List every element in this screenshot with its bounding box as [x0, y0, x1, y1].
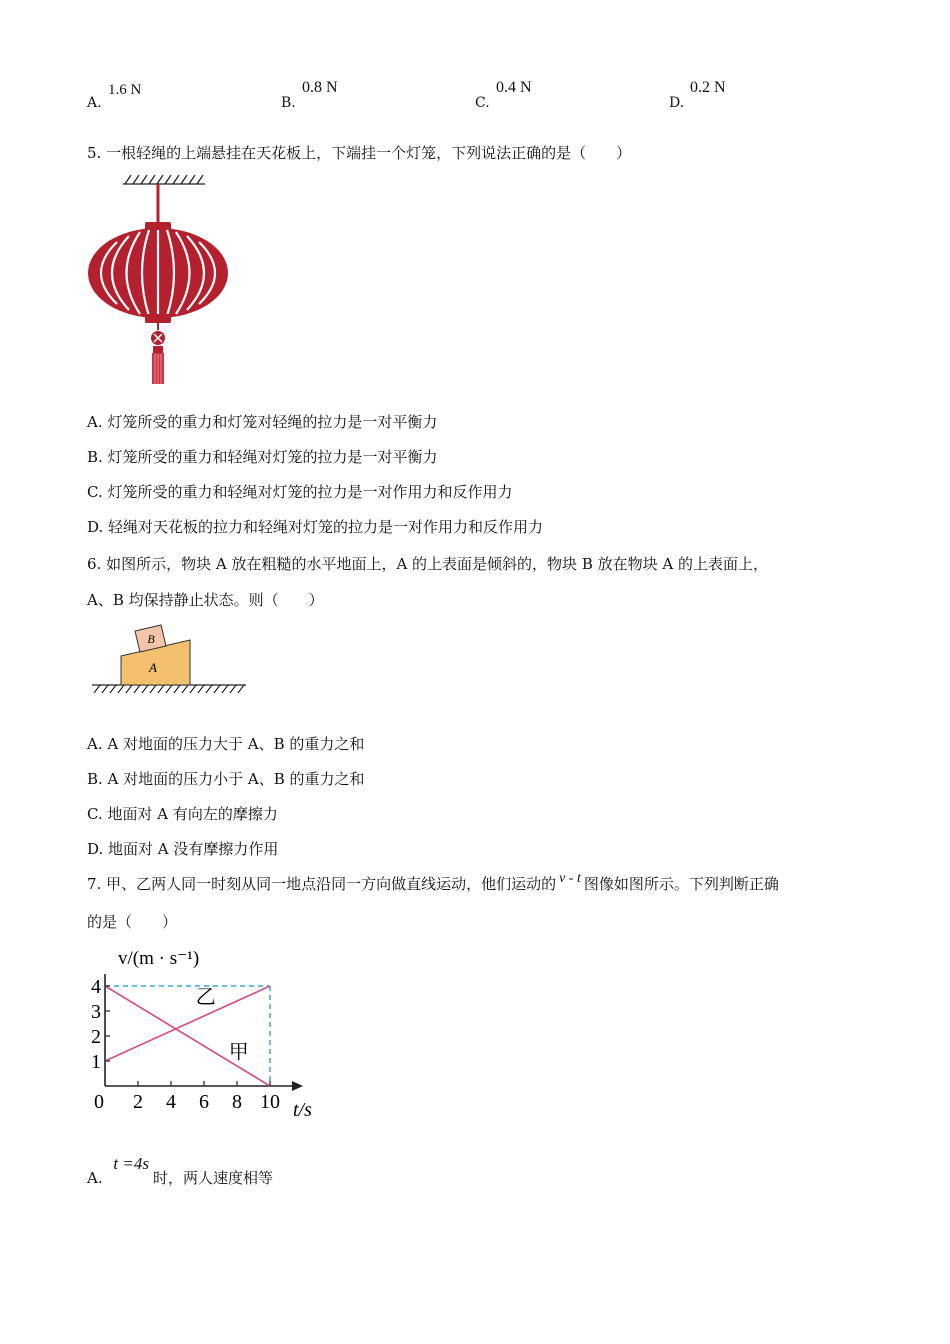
- q6-option-d: D. 地面对 A 没有摩擦力作用: [87, 840, 279, 858]
- q4-option-a-label: A.: [87, 95, 102, 111]
- q4-option-b-value: 0.8 N: [302, 79, 338, 96]
- q5-stem: 5. 一根轻绳的上端悬挂在天花板上，下端挂一个灯笼，下列说法正确的是（ ）: [87, 144, 632, 162]
- q7-option-a-text: 时，两人速度相等: [152, 1169, 273, 1187]
- q7-stem-line2: 的是（ ）: [87, 913, 178, 931]
- ground-hatch: [92, 685, 246, 693]
- q5-option-d: D. 轻绳对天花板的拉力和轻绳对灯笼的拉力是一对作用力和反作用力: [87, 518, 544, 536]
- ceiling-hatch: [123, 175, 205, 184]
- q4-option-d-label: D.: [669, 95, 685, 111]
- q6-option-b: B. A 对地面的压力小于 A、B 的重力之和: [87, 770, 365, 788]
- q7-option-a-math: t =4s: [113, 1154, 149, 1173]
- x-tick-label-0: 0: [94, 1091, 104, 1113]
- x-tick-label-6: 6: [199, 1091, 209, 1113]
- q4-option-d-value: 0.2 N: [690, 79, 726, 96]
- y-tick-label-3: 3: [91, 1001, 101, 1023]
- q7-stem-after: 图像如图所示。下列判断正确: [583, 875, 779, 893]
- q7-stem-before: 7. 甲、乙两人同一时刻从同一地点沿同一方向做直线运动，他们运动的: [87, 875, 557, 893]
- chart-series: [105, 986, 270, 1086]
- block-a-label: A: [149, 660, 157, 675]
- q7-option-a-label: A.: [87, 1169, 103, 1187]
- q6-option-a: A. A 对地面的压力大于 A、B 的重力之和: [87, 735, 365, 753]
- q4-option-b-label: B.: [281, 95, 296, 111]
- q5-option-a: A. 灯笼所受的重力和灯笼对轻绳的拉力是一对平衡力: [87, 413, 438, 431]
- series-label-1: 乙: [195, 986, 216, 1009]
- q6-stem-line1: 6. 如图所示，物块 A 放在粗糙的水平地面上，A 的上表面是倾斜的，物块 B 放在物块 A 的上表面上，: [87, 555, 768, 573]
- q6-stem-line2: A、B 均保持静止状态。则（ ）: [87, 591, 324, 609]
- q7-option-a: [87, 1154, 273, 1188]
- y-tick-label-4: 4: [91, 976, 101, 998]
- q4-option-c-value: 0.4 N: [496, 79, 532, 96]
- q4-option-a-value: 1.6 N: [108, 82, 142, 98]
- chart-xlabel: t/s: [293, 1099, 312, 1121]
- y-tick-label-2: 2: [91, 1026, 101, 1048]
- blocks-figure: [88, 620, 248, 695]
- series-line-0: [105, 986, 270, 1086]
- chart-ticks: [91, 976, 280, 1113]
- q5-option-b: B. 灯笼所受的重力和轻绳对灯笼的拉力是一对平衡力: [87, 448, 438, 466]
- q7-stem-symbol: v - t: [559, 871, 581, 886]
- lantern-icon: [88, 184, 228, 384]
- series-label-0: 甲: [228, 1041, 249, 1064]
- lantern-figure: [85, 170, 235, 390]
- x-tick-label-10: 10: [260, 1091, 280, 1113]
- y-tick-label-1: 1: [91, 1051, 101, 1073]
- vt-chart: [85, 940, 325, 1125]
- x-tick-label-2: 2: [133, 1091, 143, 1113]
- x-tick-label-4: 4: [166, 1091, 176, 1113]
- q6-option-c: C. 地面对 A 有向左的摩擦力: [87, 805, 278, 823]
- q4-option-c-label: C.: [475, 95, 490, 111]
- chart-ylabel: v/(m · s⁻¹): [118, 948, 200, 969]
- q5-option-c: C. 灯笼所受的重力和轻绳对灯笼的拉力是一对作用力和反作用力: [87, 483, 513, 501]
- x-tick-label-8: 8: [232, 1091, 242, 1113]
- x-axis-arrow: [292, 1081, 303, 1091]
- q7-stem-line1: [87, 873, 779, 894]
- block-b-label: B: [147, 632, 155, 646]
